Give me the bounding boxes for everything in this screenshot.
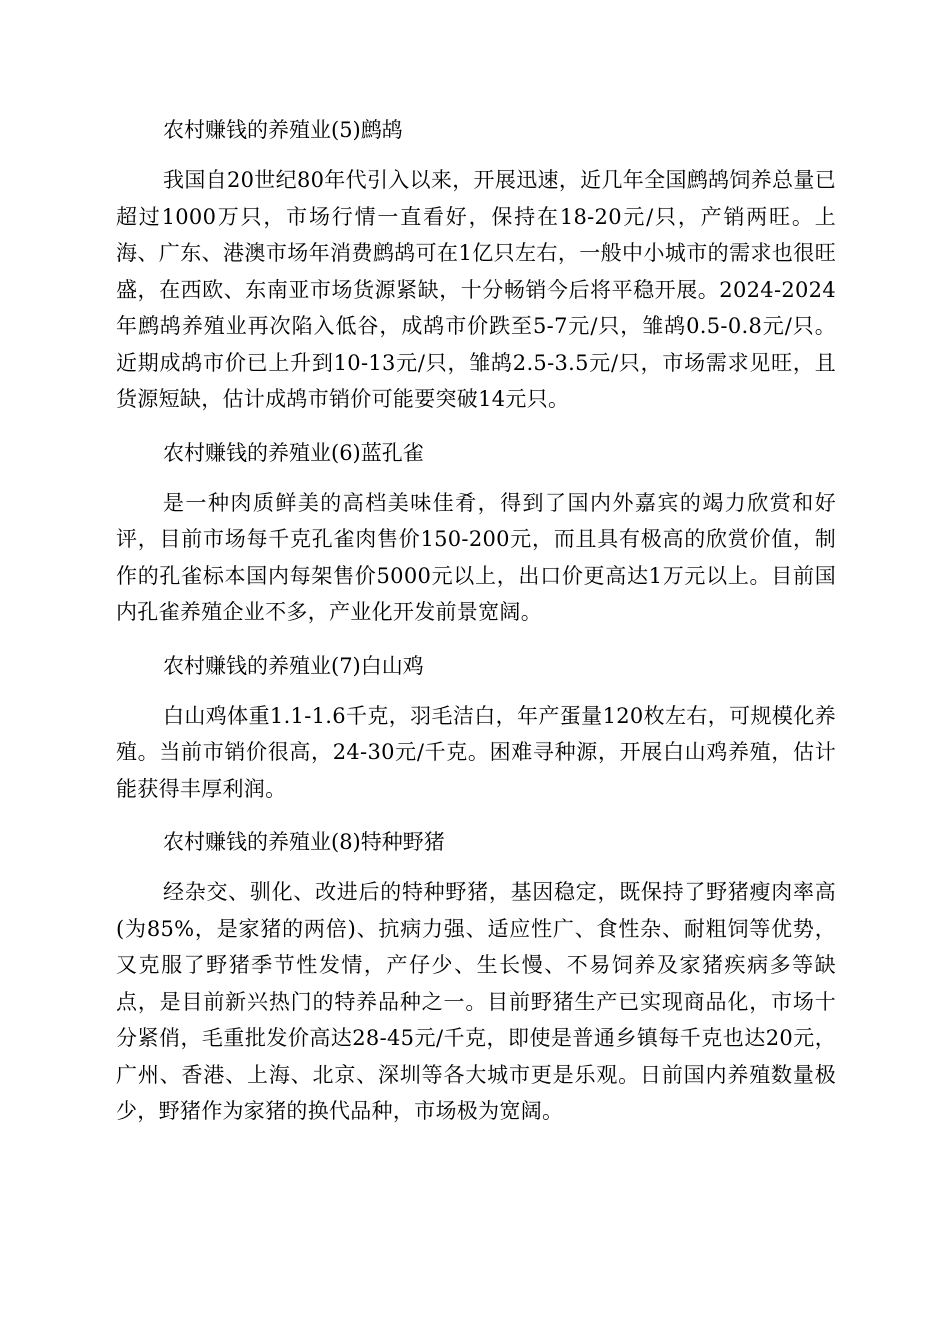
section-title-wild-boar: 农村赚钱的养殖业(8)特种野猪 [163, 830, 445, 854]
section-title-white-pheasant: 农村赚钱的养殖业(7)白山鸡 [163, 653, 424, 678]
section-body-white-pheasant: 白山鸡体重1.1-1.6千克，羽毛洁白，年产蛋量120枚左右，可规模化养殖。当前市销价很高，24-30元/千克。困难寻种源，开展白山鸡养殖，估计能获得丰厚利润。 [116, 703, 836, 801]
section-body-wild-boar: 经杂交、驯化、改进后的特种野猪，基因稳定，既保持了野猪瘦肉率高(为85%，是家猪的两倍)、抗病力强、适应性广、食性杂、耐粗饲等优势，又克服了野猪季节性发情，产仔少、生长慢、不易饲养及家猪疾病多等缺点，是目前新兴热门的特养品种之一。目前野猪生产已实现商品化，市场十分紧俏，毛重批发价高达28-45元/千克，即使是普通乡镇每千克也达20元，广州、香港、上海、北京、深圳等各大城市更是乐观。日前国内养殖数量极少，野猪作为家猪的换代品种，市场极为宽阔。 [116, 880, 836, 1123]
section-title-blue-peacock: 农村赚钱的养殖业(6)蓝孔雀 [163, 440, 424, 465]
section-body-blue-peacock: 是一种肉质鲜美的高档美味佳肴，得到了国内外嘉宾的竭力欣赏和好评，目前市场每千克孔雀肉售价150-200元，而且具有极高的欣赏价值，制作的孔雀标本国内每架售价5000元以上，出口价更高达1万元以上。目前国内孔雀养殖企业不多，产业化开发前景宽阔。 [116, 490, 836, 624]
document-body [116, 112, 836, 1147]
section-body-partridge: 我国自20世纪80年代引入以来，开展迅速，近几年全国鹧鸪饲养总量已超过1000万只，市场行情一直看好，保持在18-20元/只，产销两旺。上海、广东、港澳市场年消费鹧鸪可在1亿只左右，一般中小城市的需求也很旺盛，在西欧、东南亚市场货源紧缺，十分畅销今后将平稳开展。2024-2024年鹧鸪养殖业再次陷入低谷，成鸪市价跌至5-7元/只，雏鸪0.5-0.8元/只。近期成鸪市价已上升到10-13元/只，雏鸪2.5-3.5元/只，市场需求见旺，且货源短缺，估计成鸪市销价可能要突破14元只。 [116, 168, 836, 411]
section-title-partridge: 农村赚钱的养殖业(5)鹧鸪 [163, 118, 403, 142]
